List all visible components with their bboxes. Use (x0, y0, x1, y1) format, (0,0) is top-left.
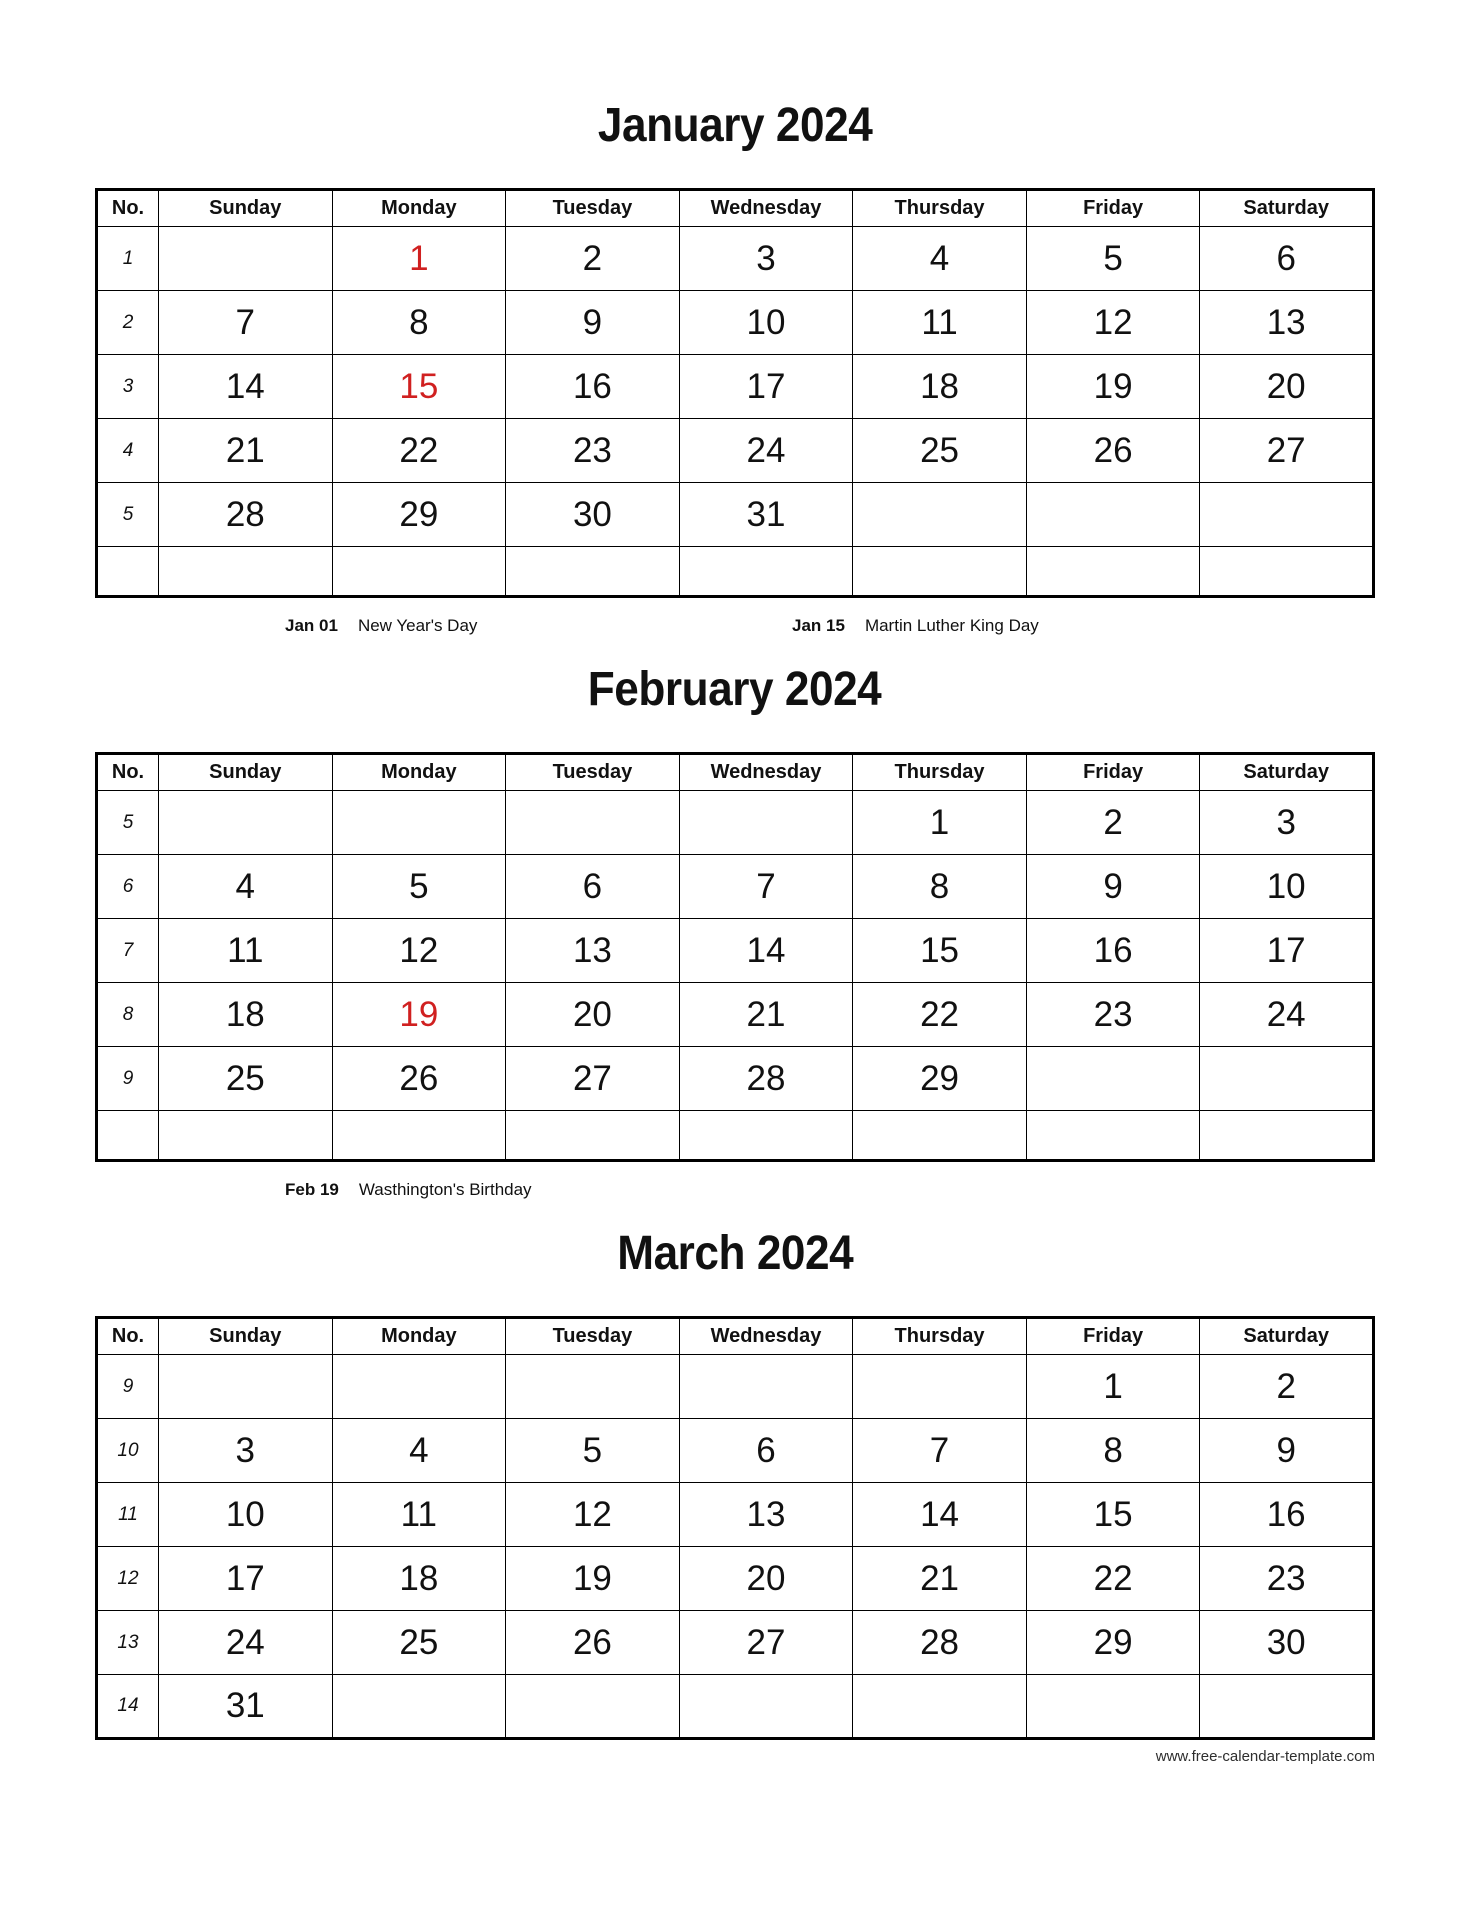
week-row (97, 1611, 1374, 1675)
day-cell: 3 (679, 227, 853, 291)
day-cell: 21 (159, 419, 333, 483)
day-cell: 29 (853, 1047, 1027, 1111)
empty-day-cell (1026, 1047, 1200, 1111)
day-cell: 28 (159, 483, 333, 547)
weekday-header: Wednesday (679, 190, 853, 227)
month-title-text: January 2024 (597, 99, 873, 152)
day-cell: 26 (1026, 419, 1200, 483)
weekday-header: Monday (332, 754, 506, 791)
empty-day-cell (159, 547, 333, 597)
week-number-cell: 3 (97, 355, 159, 419)
day-cell: 17 (1200, 919, 1374, 983)
day-cell: 28 (679, 1047, 853, 1111)
day-cell: 14 (159, 355, 333, 419)
day-cell: 19 (1026, 355, 1200, 419)
month-section-february (95, 662, 1375, 1208)
day-cell: 29 (1026, 1611, 1200, 1675)
empty-day-cell (853, 1675, 1027, 1739)
day-cell: 7 (853, 1419, 1027, 1483)
weekday-header: Monday (332, 1318, 506, 1355)
holiday-day-cell: 15 (332, 355, 506, 419)
weekday-header-row (97, 190, 1374, 227)
week-number-cell: 8 (97, 983, 159, 1047)
week-number-cell: 13 (97, 1611, 159, 1675)
month-section-january (95, 98, 1375, 644)
day-cell: 3 (159, 1419, 333, 1483)
weekday-header: Saturday (1200, 754, 1374, 791)
holiday-date: Jan 15 (792, 616, 845, 635)
empty-day-cell (159, 791, 333, 855)
week-row (97, 355, 1374, 419)
day-cell: 18 (332, 1547, 506, 1611)
empty-day-cell (1026, 483, 1200, 547)
holiday-date: Feb 19 (285, 1180, 339, 1199)
day-cell: 22 (332, 419, 506, 483)
holiday-notes (95, 612, 1375, 644)
weekday-header: Tuesday (506, 754, 680, 791)
empty-day-cell (853, 1111, 1027, 1161)
empty-day-cell (159, 227, 333, 291)
day-cell: 17 (679, 355, 853, 419)
day-cell: 15 (1026, 1483, 1200, 1547)
weekday-header: Friday (1026, 1318, 1200, 1355)
empty-day-cell (332, 1111, 506, 1161)
day-cell: 9 (1026, 855, 1200, 919)
calendar-body (97, 791, 1374, 1161)
day-cell: 22 (1026, 1547, 1200, 1611)
day-cell: 26 (332, 1047, 506, 1111)
day-cell: 13 (506, 919, 680, 983)
day-cell: 8 (853, 855, 1027, 919)
holiday-name: New Year's Day (357, 616, 478, 635)
weekday-header-row (97, 754, 1374, 791)
weekday-header: Saturday (1200, 190, 1374, 227)
day-cell: 5 (1026, 227, 1200, 291)
day-cell: 11 (159, 919, 333, 983)
day-cell: 15 (853, 919, 1027, 983)
week-number-cell: 2 (97, 291, 159, 355)
week-number-cell: 14 (97, 1675, 159, 1739)
day-cell: 6 (506, 855, 680, 919)
day-cell: 1 (1026, 1355, 1200, 1419)
day-cell: 30 (1200, 1611, 1374, 1675)
day-cell: 1 (853, 791, 1027, 855)
empty-day-cell (679, 1355, 853, 1419)
empty-day-cell (853, 547, 1027, 597)
week-number-cell (97, 1111, 159, 1161)
week-row (97, 983, 1374, 1047)
day-cell: 20 (506, 983, 680, 1047)
week-row (97, 919, 1374, 983)
week-number-cell (97, 547, 159, 597)
holiday-date: Jan 01 (285, 616, 338, 635)
day-cell: 21 (679, 983, 853, 1047)
month-title-text: February 2024 (588, 663, 882, 716)
week-number-cell: 7 (97, 919, 159, 983)
day-cell: 9 (1200, 1419, 1374, 1483)
calendar-header (97, 1318, 1374, 1355)
day-cell: 25 (853, 419, 1027, 483)
week-row (97, 1675, 1374, 1739)
calendar-table-march (95, 1316, 1375, 1740)
day-cell: 2 (1200, 1355, 1374, 1419)
day-cell: 16 (506, 355, 680, 419)
holiday-note (792, 616, 1039, 636)
day-cell: 31 (679, 483, 853, 547)
empty-week-row (97, 1111, 1374, 1161)
weekday-header: Thursday (853, 190, 1027, 227)
day-cell: 22 (853, 983, 1027, 1047)
empty-day-cell (1200, 483, 1374, 547)
weekday-header: Sunday (159, 754, 333, 791)
week-number-cell: 6 (97, 855, 159, 919)
week-number-cell: 9 (97, 1047, 159, 1111)
week-number-header: No. (97, 754, 159, 791)
day-cell: 7 (679, 855, 853, 919)
weekday-header: Sunday (159, 1318, 333, 1355)
empty-day-cell (1026, 1111, 1200, 1161)
week-row (97, 1047, 1374, 1111)
day-cell: 31 (159, 1675, 333, 1739)
day-cell: 23 (1026, 983, 1200, 1047)
empty-day-cell (1200, 1675, 1374, 1739)
empty-day-cell (332, 791, 506, 855)
calendar-body (97, 1355, 1374, 1739)
weekday-header: Sunday (159, 190, 333, 227)
holiday-notes (95, 1176, 1375, 1208)
week-row (97, 419, 1374, 483)
day-cell: 5 (332, 855, 506, 919)
weekday-header: Friday (1026, 754, 1200, 791)
week-row (97, 1419, 1374, 1483)
empty-day-cell (506, 1111, 680, 1161)
empty-day-cell (679, 547, 853, 597)
week-number-header: No. (97, 1318, 159, 1355)
empty-day-cell (332, 1355, 506, 1419)
day-cell: 11 (332, 1483, 506, 1547)
weekday-header: Thursday (853, 1318, 1027, 1355)
empty-day-cell (1200, 1111, 1374, 1161)
day-cell: 14 (679, 919, 853, 983)
day-cell: 13 (1200, 291, 1374, 355)
week-number-cell: 1 (97, 227, 159, 291)
week-number-cell: 11 (97, 1483, 159, 1547)
holiday-name: Martin Luther King Day (864, 616, 1039, 635)
month-title (95, 98, 1375, 154)
day-cell: 12 (506, 1483, 680, 1547)
day-cell: 24 (159, 1611, 333, 1675)
weekday-header: Tuesday (506, 1318, 680, 1355)
day-cell: 27 (1200, 419, 1374, 483)
day-cell: 8 (1026, 1419, 1200, 1483)
day-cell: 18 (853, 355, 1027, 419)
day-cell: 10 (1200, 855, 1374, 919)
empty-day-cell (332, 1675, 506, 1739)
month-title-text: March 2024 (617, 1227, 853, 1280)
week-number-cell: 9 (97, 1355, 159, 1419)
day-cell: 17 (159, 1547, 333, 1611)
day-cell: 27 (679, 1611, 853, 1675)
empty-day-cell (506, 1355, 680, 1419)
weekday-header: Wednesday (679, 754, 853, 791)
empty-day-cell (679, 1675, 853, 1739)
day-cell: 7 (159, 291, 333, 355)
week-row (97, 483, 1374, 547)
day-cell: 8 (332, 291, 506, 355)
day-cell: 16 (1200, 1483, 1374, 1547)
week-row (97, 1355, 1374, 1419)
day-cell: 24 (679, 419, 853, 483)
week-number-cell: 4 (97, 419, 159, 483)
holiday-note (285, 616, 477, 636)
weekday-header-row (97, 1318, 1374, 1355)
holiday-day-cell: 1 (332, 227, 506, 291)
week-number-header: No. (97, 190, 159, 227)
empty-day-cell (159, 1111, 333, 1161)
empty-day-cell (679, 1111, 853, 1161)
day-cell: 25 (159, 1047, 333, 1111)
empty-day-cell (1200, 547, 1374, 597)
weekday-header: Thursday (853, 754, 1027, 791)
calendar-header (97, 190, 1374, 227)
week-row (97, 855, 1374, 919)
day-cell: 23 (506, 419, 680, 483)
day-cell: 16 (1026, 919, 1200, 983)
day-cell: 20 (679, 1547, 853, 1611)
day-cell: 19 (506, 1547, 680, 1611)
day-cell: 20 (1200, 355, 1374, 419)
day-cell: 12 (332, 919, 506, 983)
day-cell: 14 (853, 1483, 1027, 1547)
weekday-header: Friday (1026, 190, 1200, 227)
day-cell: 9 (506, 291, 680, 355)
day-cell: 2 (506, 227, 680, 291)
empty-day-cell (506, 791, 680, 855)
empty-day-cell (853, 483, 1027, 547)
holiday-name: Wasthington's Birthday (358, 1180, 532, 1199)
calendar-body (97, 227, 1374, 597)
week-number-cell: 5 (97, 791, 159, 855)
calendar-page (95, 0, 1375, 1765)
day-cell: 4 (332, 1419, 506, 1483)
day-cell: 12 (1026, 291, 1200, 355)
week-number-cell: 12 (97, 1547, 159, 1611)
week-number-cell: 10 (97, 1419, 159, 1483)
website-watermark: www.free-calendar-template.com (1155, 1748, 1375, 1765)
day-cell: 30 (506, 483, 680, 547)
empty-week-row (97, 547, 1374, 597)
empty-day-cell (332, 547, 506, 597)
month-title (95, 1226, 1375, 1282)
empty-day-cell (506, 547, 680, 597)
month-section-march (95, 1226, 1375, 1740)
day-cell: 11 (853, 291, 1027, 355)
day-cell: 26 (506, 1611, 680, 1675)
week-row (97, 791, 1374, 855)
month-title (95, 662, 1375, 718)
week-number-cell: 5 (97, 483, 159, 547)
day-cell: 6 (1200, 227, 1374, 291)
empty-day-cell (506, 1675, 680, 1739)
day-cell: 28 (853, 1611, 1027, 1675)
day-cell: 5 (506, 1419, 680, 1483)
weekday-header: Tuesday (506, 190, 680, 227)
calendar-table-january (95, 188, 1375, 598)
week-row (97, 1483, 1374, 1547)
calendar-header (97, 754, 1374, 791)
day-cell: 23 (1200, 1547, 1374, 1611)
day-cell: 29 (332, 483, 506, 547)
day-cell: 3 (1200, 791, 1374, 855)
day-cell: 2 (1026, 791, 1200, 855)
weekday-header: Saturday (1200, 1318, 1374, 1355)
day-cell: 4 (853, 227, 1027, 291)
day-cell: 24 (1200, 983, 1374, 1047)
day-cell: 4 (159, 855, 333, 919)
weekday-header: Monday (332, 190, 506, 227)
day-cell: 13 (679, 1483, 853, 1547)
week-row (97, 291, 1374, 355)
day-cell: 18 (159, 983, 333, 1047)
calendar-table-february (95, 752, 1375, 1162)
empty-day-cell (1026, 547, 1200, 597)
day-cell: 6 (679, 1419, 853, 1483)
holiday-note (285, 1180, 532, 1200)
empty-day-cell (1026, 1675, 1200, 1739)
empty-day-cell (853, 1355, 1027, 1419)
day-cell: 10 (159, 1483, 333, 1547)
empty-day-cell (1200, 1047, 1374, 1111)
week-row (97, 227, 1374, 291)
day-cell: 25 (332, 1611, 506, 1675)
day-cell: 21 (853, 1547, 1027, 1611)
weekday-header: Wednesday (679, 1318, 853, 1355)
day-cell: 10 (679, 291, 853, 355)
empty-day-cell (679, 791, 853, 855)
holiday-day-cell: 19 (332, 983, 506, 1047)
week-row (97, 1547, 1374, 1611)
day-cell: 27 (506, 1047, 680, 1111)
empty-day-cell (159, 1355, 333, 1419)
